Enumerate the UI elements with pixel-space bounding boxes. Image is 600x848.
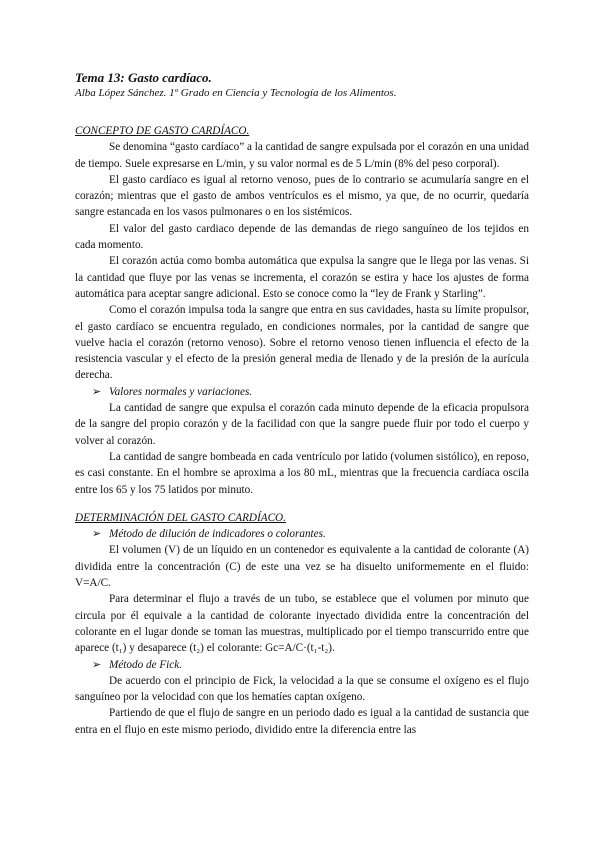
bullet-label: Método de dilución de indicadores o colorantes. [109, 528, 326, 541]
bullet-item [75, 657, 529, 673]
paragraph: El volumen (V) de un líquido en un contenedor es equivalente a la cantidad de colorante (A) dividida entre la concentración (C) de este una vez se ha disuelto uniformemente en el fluido: V=A/C. [75, 544, 529, 590]
document-page [75, 70, 529, 738]
arrow-bullet-icon: ➢ [92, 658, 102, 671]
document-author: Alba López Sánchez. 1º Grado en Ciencia y Tecnología de los Alimentos. [75, 87, 397, 99]
bullet-item [75, 526, 529, 542]
bullet-label: Valores normales y variaciones. [109, 385, 253, 398]
paragraph: Se denomina “gasto cardíaco” a la cantidad de sangre expulsada por el corazón en una unidad de tiempo. Suele expresarse en L/min, y su valor normal es de 5 L/min (8% del peso corporal). [75, 141, 529, 170]
paragraph: De acuerdo con el principio de Fick, la velocidad a la que se consume el oxígeno es el flujo sanguíneo por la velocidad con que los hematíes captan oxígeno. [75, 674, 529, 704]
bullet-label: Método de Fick. [109, 658, 182, 671]
paragraph: Partiendo de que el flujo de sangre en un periodo dado es igual a la cantidad de sustancia que entra en el flujo en este mismo periodo, dividido entre la diferencia entre las [75, 707, 529, 736]
document-title: Tema 13: Gasto cardíaco. [75, 70, 212, 85]
paragraph: El corazón actúa como bomba automática que expulsa la sangre que le llega por las venas. Si la cantidad que fluye por las venas se incrementa, el corazón se estira y hace los ajustes de forma automática para aceptar sangre adicional. Esto se conoce como la “ley de Frank y Starling”. [75, 255, 529, 300]
paragraph: El gasto cardíaco es igual al retorno venoso, pues de lo contrario se acumularía sangre en el corazón; mientras que el gasto de ambos ventrículos es el mismo, ya que, de no ocurrir, quedaría sangre estancada en los vasos pulmonares o en los sistémicos. [75, 173, 529, 219]
paragraph: El valor del gasto cardiaco depende de las demandas de riego sanguíneo de los tejidos en cada momento. [75, 222, 529, 252]
paragraph: Como el corazón impulsa toda la sangre que entra en sus cavidades, hasta su límite propulsor, el gasto cardíaco se encuentra regulado, en condiciones normales, por la cantidad de sangre que vuelve hacia el corazón (retorno venoso). Sobre el retorno venoso tienen influencia el efecto de la resistencia vascular y el efecto de la presión general media de llenado y de la presión de la aurícula derecha. [75, 304, 529, 382]
paragraph: La cantidad de sangre que expulsa el corazón cada minuto depende de la eficacia propulsora de la sangre del propio corazón y de la facilidad con que la sangre puede fluir por todo el cuerpo y volver al corazón. [75, 402, 529, 447]
arrow-bullet-icon: ➢ [92, 528, 102, 541]
paragraph: Para determinar el flujo a través de un tubo, se establece que el volumen por minuto que circula por él equivale a la cantidad de colorante inyectado dividida entre la concentración del colorante en el lugar donde se toman las muestras, multiplicado por el tiempo transcurrido entre que aparece (t₁) y desaparece (t₂) el colorante: Gc=A/C·(t₁-t₂). [75, 593, 529, 655]
section-heading-concepto: CONCEPTO DE GASTO CARDÍACO. [75, 125, 250, 137]
bullet-item [75, 384, 529, 400]
section-heading-determinacion: DETERMINACIÓN DEL GASTO CARDÍACO. [75, 511, 286, 524]
paragraph: La cantidad de sangre bombeada en cada ventrículo por latido (volumen sistólico), en reposo, es casi constante. En el hombre se aproxima a los 80 mL, mientras que la frecuencia cardíaca oscila entre los 65 y los 75 latidos por minuto. [75, 450, 529, 496]
arrow-bullet-icon: ➢ [92, 385, 102, 398]
